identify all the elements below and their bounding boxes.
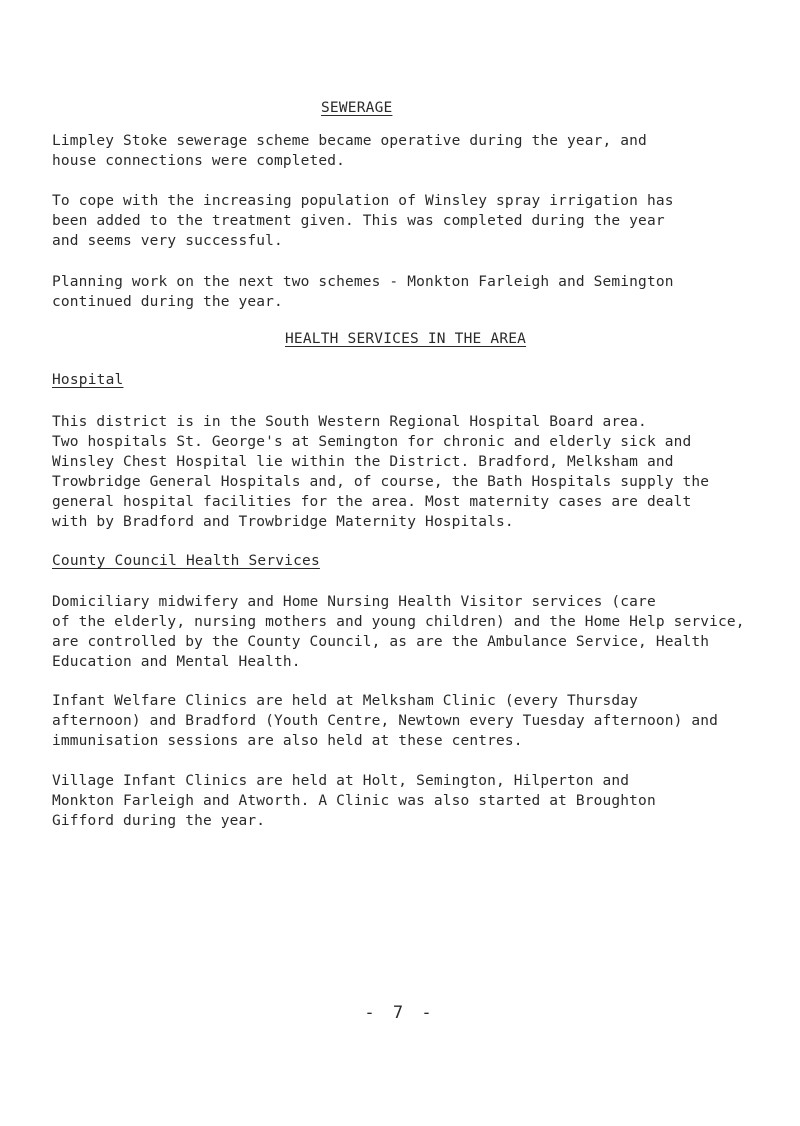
sewerage-paragraph-1: Limpley Stoke sewerage scheme became operative during the year, and house connections were completed. [52,133,647,169]
page-number: - 7 - [364,1003,436,1023]
county-paragraph-1: Domiciliary midwifery and Home Nursing Health Visitor services (care of the elderly, nursing mothers and young children) and the Home Help service, are controlled by the County Council, as are the Ambulance Service, Health Education and Mental Health. [52,594,745,670]
sewerage-paragraph-2: To cope with the increasing population of Winsley spray irrigation has been added to the treatment given. This was completed during the year and seems very successful. [52,193,674,249]
sewerage-heading: SEWERAGE [321,100,393,116]
county-paragraph-3: Village Infant Clinics are held at Holt, Semington, Hilperton and Monkton Farleigh and Atworth. A Clinic was also started at Broughton Gifford during the year. [52,773,656,829]
county-paragraph-2: Infant Welfare Clinics are held at Melksham Clinic (every Thursday afternoon) and Bradford (Youth Centre, Newtown every Tuesday afternoon) and immunisation sessions are also held at these centres. [52,693,718,749]
sewerage-paragraph-3: Planning work on the next two schemes - Monkton Farleigh and Semington continued during the year. [52,274,674,310]
county-council-heading: County Council Health Services [52,553,320,569]
hospital-heading: Hospital [52,372,124,388]
health-services-heading: HEALTH SERVICES IN THE AREA [285,331,527,347]
hospital-paragraph: This district is in the South Western Regional Hospital Board area. Two hospitals St. George's at Semington for chronic and elderly sick and Winsley Chest Hospital lie within the District. Bradford, Melksham and Trowbridge General Hospitals and, of course, the Bath Hospitals supply the general hospital facilities for the area. Most maternity cases are dealt with by Bradford and Trowbridge Maternity Hospitals. [52,414,710,530]
